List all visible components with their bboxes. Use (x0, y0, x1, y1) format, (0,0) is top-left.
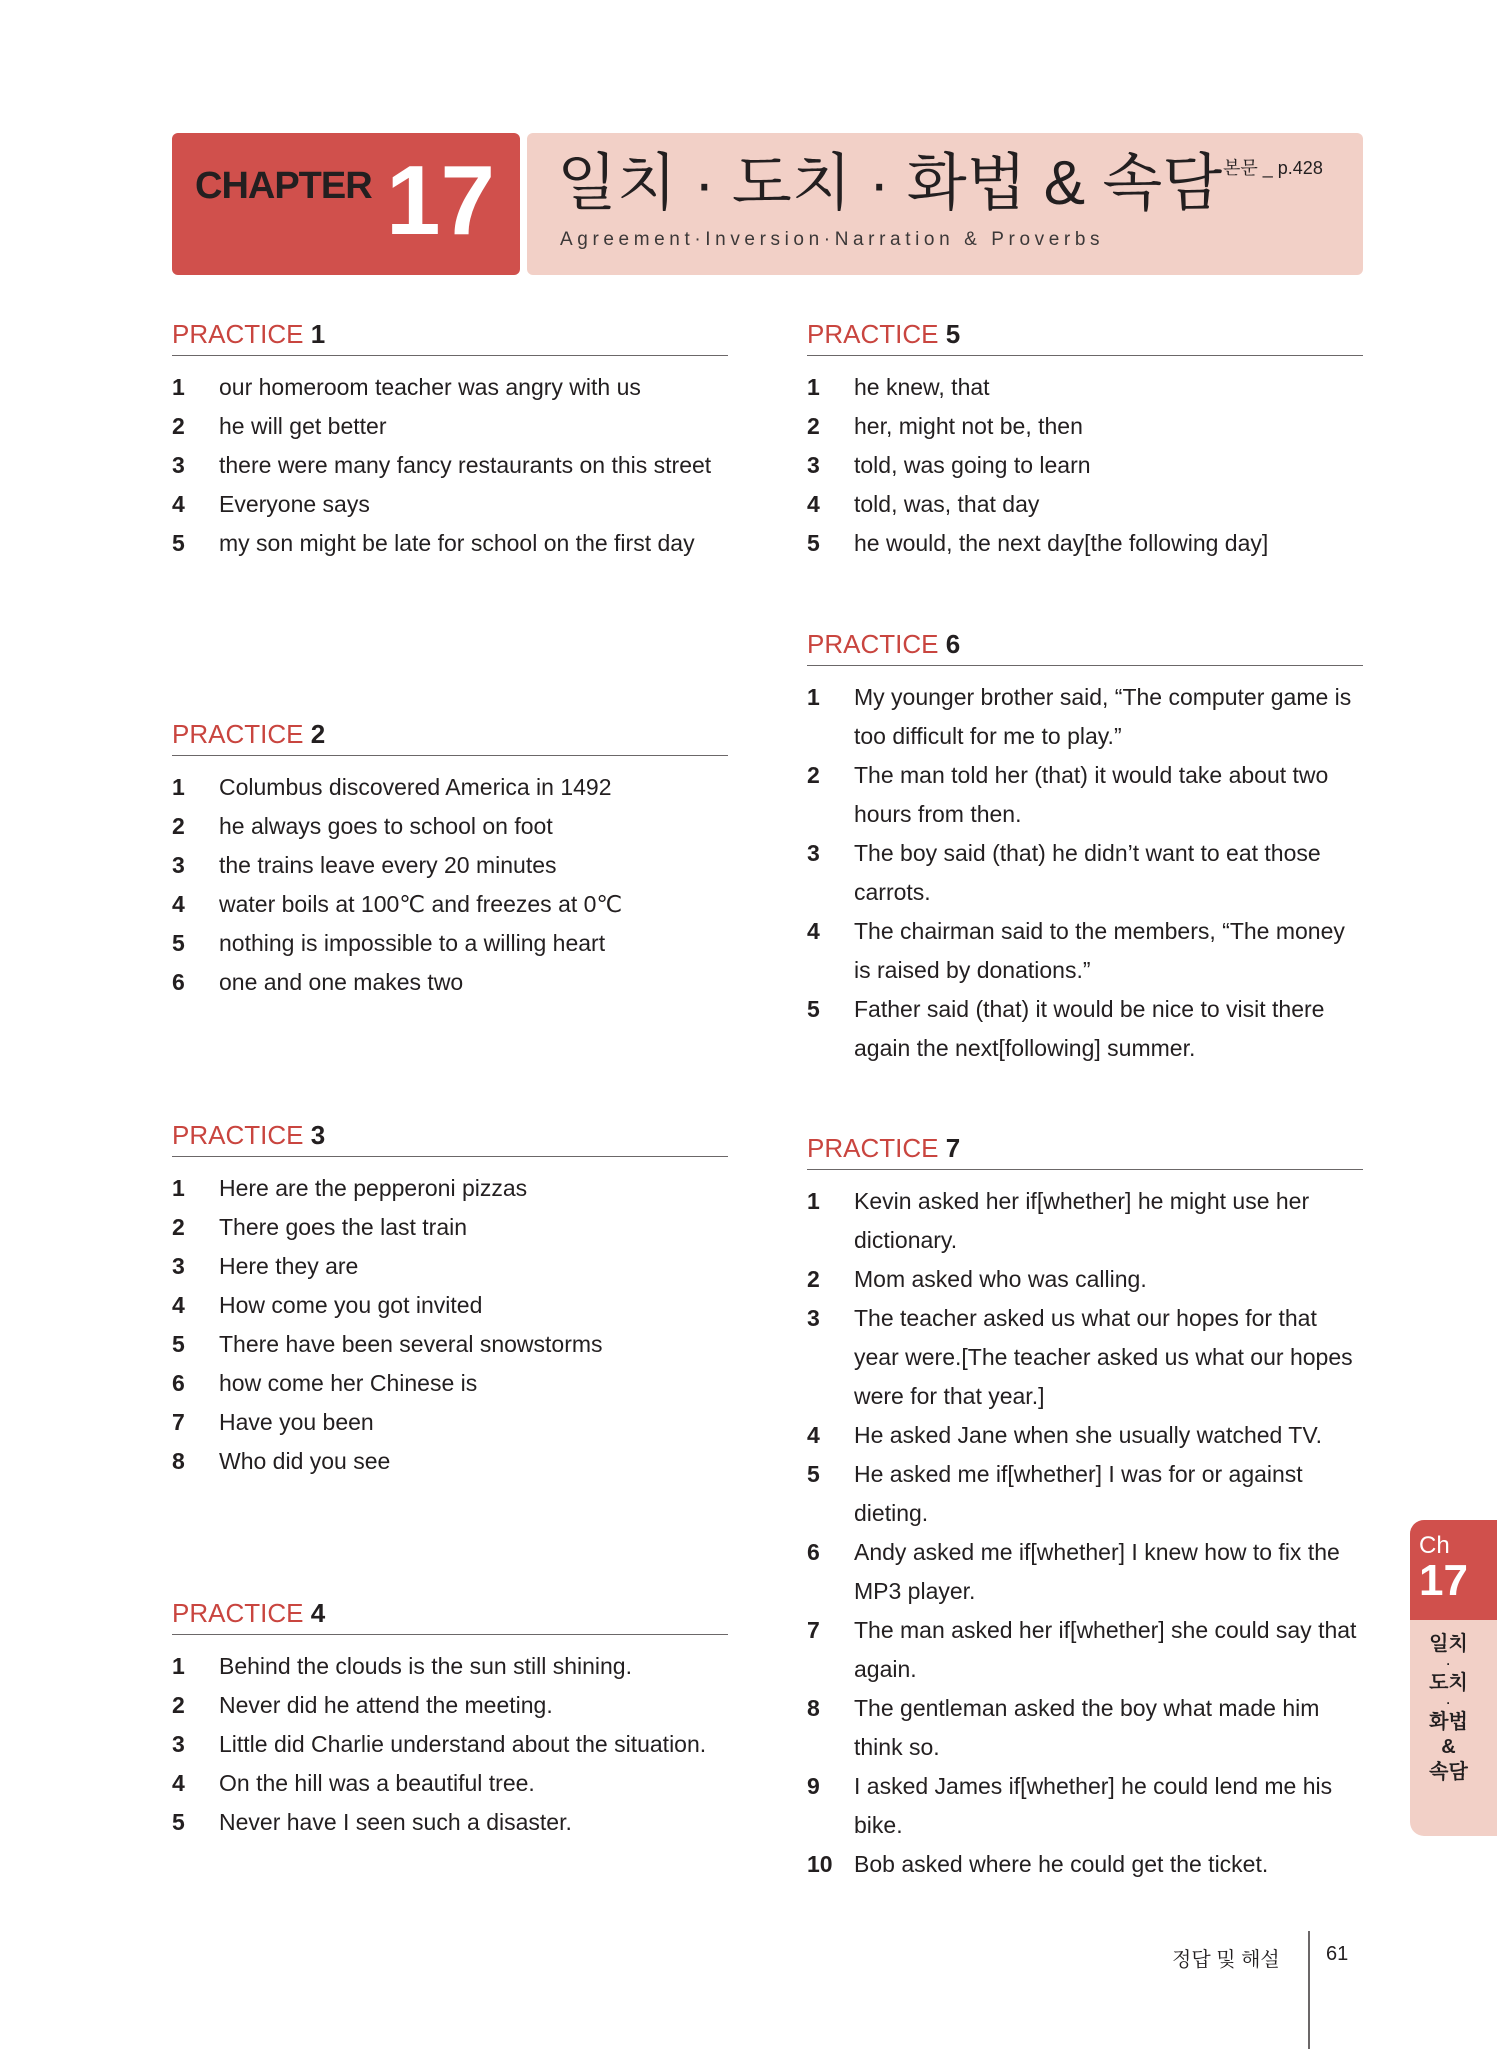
list-item: 7 The man asked her if[whether] she could say that again. (807, 1617, 1357, 1682)
list-item: 4 On the hill was a beautiful tree. (172, 1770, 535, 1796)
list-item: 1 Columbus discovered America in 1492 (172, 774, 612, 800)
list-item: 1 My younger brother said, “The computer game is too difficult for me to play.” (807, 684, 1352, 749)
side-tab-title: 일치 · 도치 · 화법 & 속담 (1429, 1633, 1468, 1783)
practice-2-section (172, 713, 728, 1002)
practice-5-heading: PRACTICE 5 (807, 313, 1363, 356)
list-item: 3 there were many fancy restaurants on this street (172, 452, 712, 478)
list-item: 5 He asked me if[whether] I was for or against dieting. (807, 1461, 1303, 1526)
list-item: 2 he always goes to school on foot (172, 813, 553, 839)
list-item: 2 he will get better (172, 413, 387, 439)
list-item: 5 he would, the next day[the following day] (807, 530, 1269, 556)
chapter-side-tab[interactable] (1410, 1520, 1497, 1836)
practice-6-heading: PRACTICE 6 (807, 623, 1363, 666)
list-item: 3 Here they are (172, 1253, 359, 1279)
list-item: 3 The teacher asked us what our hopes for that year were.[The teacher asked us what our hopes were for that year.] (807, 1305, 1353, 1409)
practice-2-heading: PRACTICE 2 (172, 713, 728, 756)
footer-divider (1308, 1931, 1310, 2049)
side-tab-header (1410, 1520, 1497, 1620)
practice-7-heading: PRACTICE 7 (807, 1127, 1363, 1170)
practice-4-heading: PRACTICE 4 (172, 1592, 728, 1635)
list-item: 5 my son might be late for school on the first day (172, 530, 695, 556)
list-item: 3 told, was going to learn (807, 452, 1091, 478)
side-tab-number: 17 (1419, 1556, 1468, 1605)
list-item: 4 The chairman said to the members, “The money is raised by donations.” (807, 918, 1345, 983)
list-item: 6 Andy asked me if[whether] I knew how to fix the MP3 player. (807, 1539, 1340, 1604)
list-item: 4 Everyone says (172, 491, 370, 517)
page-number: 61 (1326, 1943, 1349, 1965)
chapter-subtitle: Agreement·Inversion·Narration & Proverbs (560, 229, 1105, 250)
list-item: 2 There goes the last train (172, 1214, 468, 1240)
list-item: 5 Father said (that) it would be nice to visit there again the next[following] summer. (807, 996, 1325, 1061)
practice-1-section (172, 313, 728, 563)
practice-3-section (172, 1114, 728, 1481)
page-reference: 본문 _ p.428 (1223, 158, 1323, 178)
practice-3-heading: PRACTICE 3 (172, 1114, 728, 1157)
chapter-label: CHAPTER (195, 165, 372, 207)
chapter-title-banner (527, 133, 1363, 275)
list-item: 6 one and one makes two (172, 969, 464, 995)
list-item: 2 Never did he attend the meeting. (172, 1692, 553, 1718)
list-item: 2 Mom asked who was calling. (807, 1266, 1147, 1292)
list-item: 4 water boils at 100℃ and freezes at 0℃ (172, 891, 623, 917)
list-item: 4 How come you got invited (172, 1292, 483, 1318)
list-item: 9 I asked James if[whether] he could lend me his bike. (807, 1773, 1333, 1838)
list-item: 3 the trains leave every 20 minutes (172, 852, 557, 878)
list-item: 5 Never have I seen such a disaster. (172, 1809, 572, 1835)
list-item: 7 Have you been (172, 1409, 374, 1435)
footer-label: 정답 및 해설 (1172, 1949, 1280, 1971)
practice-6-section (807, 623, 1363, 1068)
list-item: 2 her, might not be, then (807, 413, 1083, 439)
list-item: 8 The gentleman asked the boy what made him think so. (807, 1695, 1320, 1760)
list-item: 1 Kevin asked her if[whether] he might use her dictionary. (807, 1188, 1310, 1253)
list-item: 8 Who did you see (172, 1448, 391, 1474)
chapter-number: 17 (386, 145, 496, 255)
chapter-title: 일치 · 도치 · 화법 & 속담 (557, 149, 1223, 218)
list-item: 6 how come her Chinese is (172, 1370, 478, 1396)
chapter-badge (172, 133, 520, 275)
list-item: 1 Behind the clouds is the sun still shining. (172, 1653, 632, 1679)
list-item: 3 Little did Charlie understand about the situation. (172, 1731, 707, 1757)
practice-5-section (807, 313, 1363, 563)
list-item: 10 Bob asked where he could get the ticket. (807, 1851, 1269, 1877)
practice-1-heading: PRACTICE 1 (172, 313, 728, 356)
list-item: 3 The boy said (that) he didn’t want to eat those carrots. (807, 840, 1321, 905)
list-item: 4 told, was, that day (807, 491, 1040, 517)
list-item: 4 He asked Jane when she usually watched TV. (807, 1422, 1322, 1448)
practice-4-section (172, 1592, 728, 1842)
list-item: 1 our homeroom teacher was angry with us (172, 374, 641, 400)
list-item: 5 There have been several snowstorms (172, 1331, 603, 1357)
practice-7-section (807, 1127, 1363, 1884)
side-tab-ch: Ch (1419, 1532, 1450, 1559)
list-item: 2 The man told her (that) it would take about two hours from then. (807, 762, 1329, 827)
list-item: 1 he knew, that (807, 374, 990, 400)
list-item: 1 Here are the pepperoni pizzas (172, 1175, 528, 1201)
list-item: 5 nothing is impossible to a willing heart (172, 930, 606, 956)
